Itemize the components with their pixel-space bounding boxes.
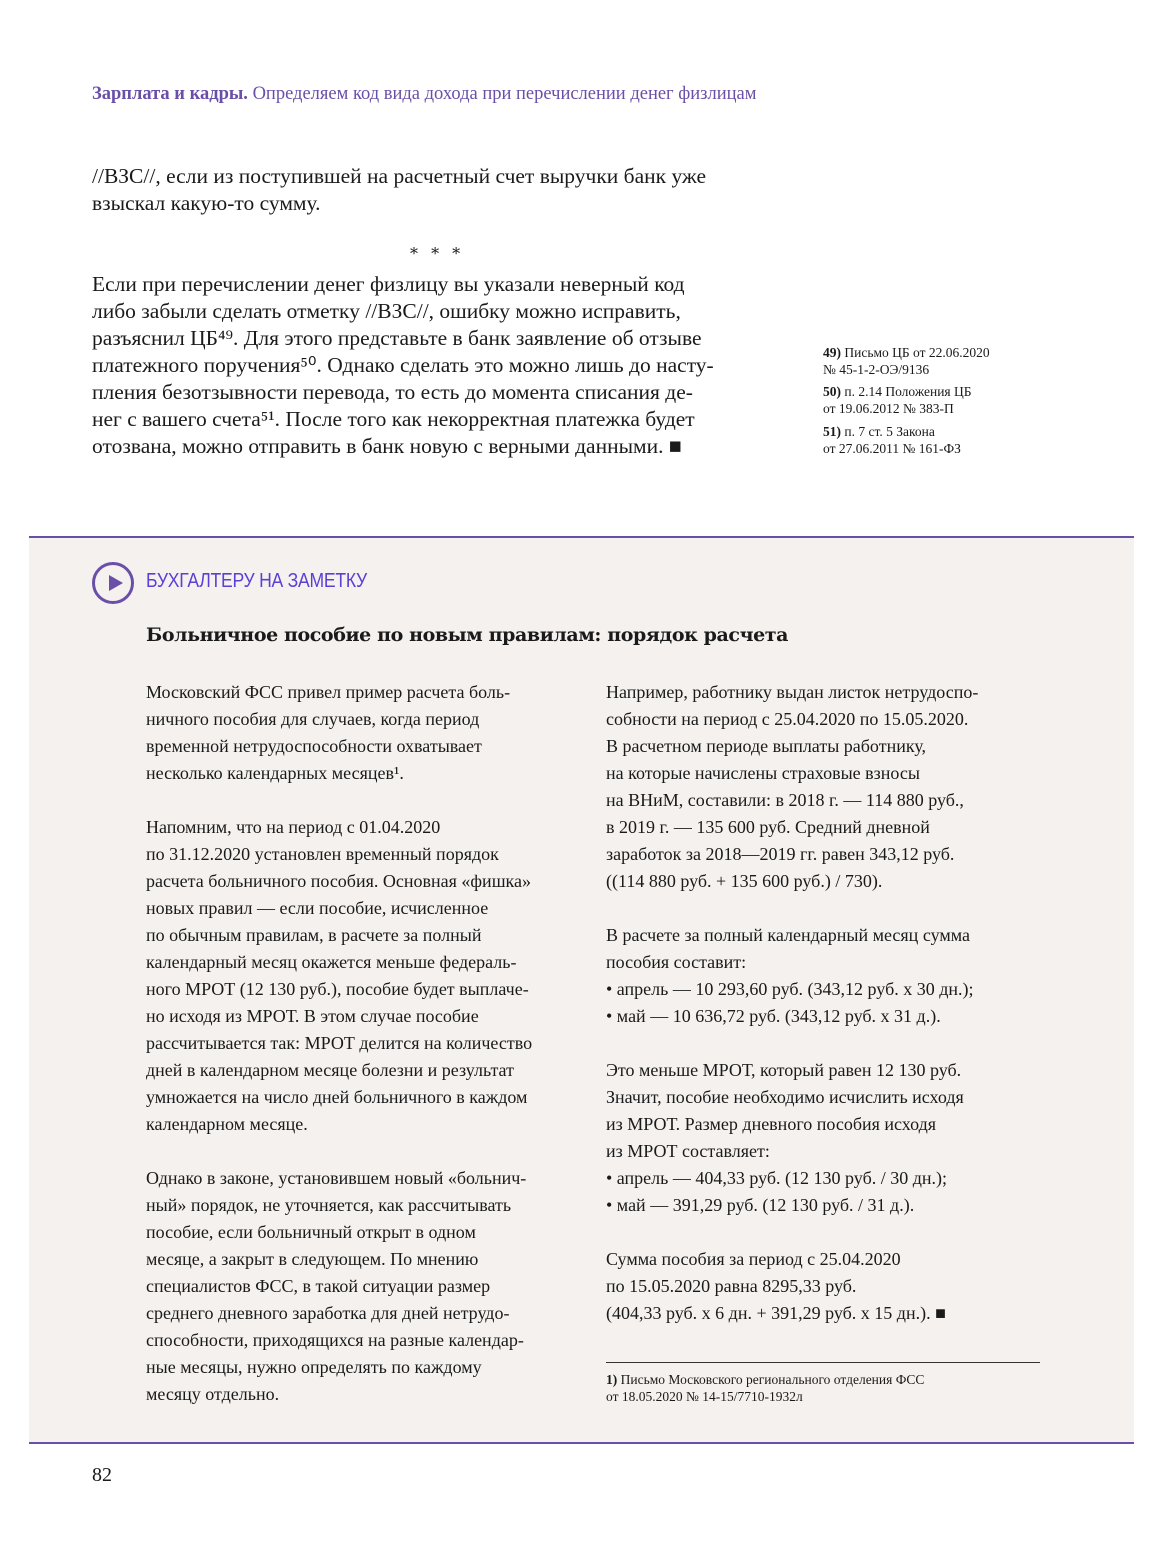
text-line: в 2019 г. — 135 600 руб. Средний дневной [606,817,930,837]
text-line: дней в календарном месяце болезни и результат [146,1060,514,1080]
paragraph-gap [146,787,532,814]
note-column-left [146,679,532,1408]
text-line: Это меньше МРОТ, который равен 12 130 руб. [606,1060,962,1080]
text-line: из МРОТ. Размер дневного пособия исходя [606,1114,937,1134]
paragraph-gap [606,1219,978,1246]
text-line: ные месяцы, нужно определять по каждому [146,1357,482,1377]
text-line: календарный месяц окажется меньше федераль- [146,952,517,972]
note-box-title: Больничное пособие по новым правилам: порядок расчета [146,624,789,646]
text-line: нег с вашего счета⁵¹. После того как некорректная платежка будет [92,407,695,431]
footnote-text: от 18.05.2020 № 14-15/7710-1932л [606,1389,803,1404]
text-line: ((114 880 руб. + 135 600 руб.) / 730). [606,871,883,891]
footnote-text: от 19.06.2012 № 383-П [823,401,954,416]
note-column-right [606,679,978,1327]
footnote-number: 51) [823,424,841,439]
text-line: новых правил — если пособие, исчисленное [146,898,489,918]
text-line: пления безотзывности перевода, то есть до момента списания де- [92,380,693,404]
text-line: месяцу отдельно. [146,1384,280,1404]
text-line: взыскал какую-то сумму. [92,191,321,215]
footnote-text: от 27.06.2011 № 161-ФЗ [823,441,961,456]
text-line: разъяснил ЦБ⁴⁹. Для этого представьте в банк заявление об отзыве [92,326,702,350]
paragraph-2 [92,271,714,460]
text-line: платежного поручения⁵⁰. Однако сделать это можно лишь до насту- [92,353,714,377]
footnote-text: п. 2.14 Положения ЦБ [844,384,972,399]
text-line: несколько календарных месяцев¹. [146,763,404,783]
text-line: • май — 391,29 руб. (12 130 руб. / 31 д.). [606,1195,915,1215]
note-box-footnote [606,1371,924,1405]
separator: * * * [410,244,465,263]
text-line: рассчитывается так: МРОТ делится на количество [146,1033,533,1053]
text-line: на которые начислены страховые взносы [606,763,920,783]
text-line: Сумма пособия за период с 25.04.2020 [606,1249,901,1269]
text-line: В расчете за полный календарный месяц сумма [606,925,970,945]
footnote-text: Письмо ЦБ от 22.06.2020 [844,345,990,360]
text-line: ничного пособия для случаев, когда период [146,709,480,729]
text-line: ного МРОТ (12 130 руб.), пособие будет выплаче- [146,979,529,999]
text-line: Напомним, что на период с 01.04.2020 [146,817,441,837]
header-section: Зарплата и кадры. [92,84,248,104]
text-line: пособие, если больничный открыт в одном [146,1222,476,1242]
text-line: • апрель — 404,33 руб. (12 130 руб. / 30 дн.); [606,1168,948,1188]
text-line: по обычным правилам, в расчете за полный [146,925,482,945]
text-line: Значит, пособие необходимо исчислить исходя [606,1087,964,1107]
header-title: Определяем код вида дохода при перечислении денег физлицам [252,84,757,104]
text-line: на ВНиМ, составили: в 2018 г. — 114 880 руб., [606,790,964,810]
footnote-number: 49) [823,345,841,360]
footnote-divider [606,1362,1040,1363]
text-line: (404,33 руб. х 6 дн. + 391,29 руб. х 15 дн.). ■ [606,1303,946,1323]
footnote-49 [823,344,990,378]
note-box-label: БУХГАЛТЕРУ НА ЗАМЕТКУ [146,570,367,592]
paragraph-1 [92,163,706,217]
paragraph-gap [146,1138,532,1165]
paragraph-gap [606,895,978,922]
footnote-50 [823,383,972,417]
text-line: расчета больничного пособия. Основная «фишка» [146,871,532,891]
text-line: месяце, а закрыт в следующем. По мнению [146,1249,479,1269]
text-line: Например, работнику выдан листок нетрудоспо- [606,682,979,702]
text-line: но исходя из МРОТ. В этом случае пособие [146,1006,479,1026]
footnote-number: 50) [823,384,841,399]
text-line: Московский ФСС привел пример расчета боль- [146,682,511,702]
text-line: • апрель — 10 293,60 руб. (343,12 руб. х 30 дн.); [606,979,974,999]
text-line: по 15.05.2020 равна 8295,33 руб. [606,1276,857,1296]
footnote-text: п. 7 ст. 5 Закона [844,424,935,439]
text-line: //ВЗС//, если из поступившей на расчетный счет выручки банк уже [92,164,707,188]
text-line: • май — 10 636,72 руб. (343,12 руб. х 31 д.). [606,1006,941,1026]
footnote-text: Письмо Московского регионального отделения ФСС [620,1372,925,1387]
text-line: специалистов ФСС, в такой ситуации размер [146,1276,491,1296]
text-line: В расчетном периоде выплаты работнику, [606,736,927,756]
text-line: Однако в законе, установившем новый «больнич- [146,1168,527,1188]
text-line: по 31.12.2020 установлен временный порядок [146,844,499,864]
text-line: среднего дневного заработка для дней нетрудо- [146,1303,510,1323]
text-line: ный» порядок, не уточняется, как рассчитывать [146,1195,512,1215]
text-line: пособия составит: [606,952,747,972]
page-number: 82 [92,1464,112,1486]
text-line: из МРОТ составляет: [606,1141,770,1161]
footnote-number: 1) [606,1372,618,1387]
text-line: умножается на число дней больничного в каждом [146,1087,528,1107]
text-line: собности на период с 25.04.2020 по 15.05.2020. [606,709,969,729]
running-header [92,84,756,105]
text-line: календарном месяце. [146,1114,308,1134]
text-line: Если при перечислении денег физлицу вы указали неверный код [92,272,685,296]
text-line: отозвана, можно отправить в банк новую с верными данными. ■ [92,434,682,458]
text-line: способности, приходящихся на разные календар- [146,1330,524,1350]
play-icon [92,562,134,604]
paragraph-gap [606,1030,978,1057]
text-line: заработок за 2018—2019 гг. равен 343,12 руб. [606,844,955,864]
text-line: временной нетрудоспособности охватывает [146,736,482,756]
footnote-text: № 45-1-2-ОЭ/9136 [823,362,930,377]
footnote-51 [823,423,961,457]
text-line: либо забыли сделать отметку //ВЗС//, ошибку можно исправить, [92,299,681,323]
